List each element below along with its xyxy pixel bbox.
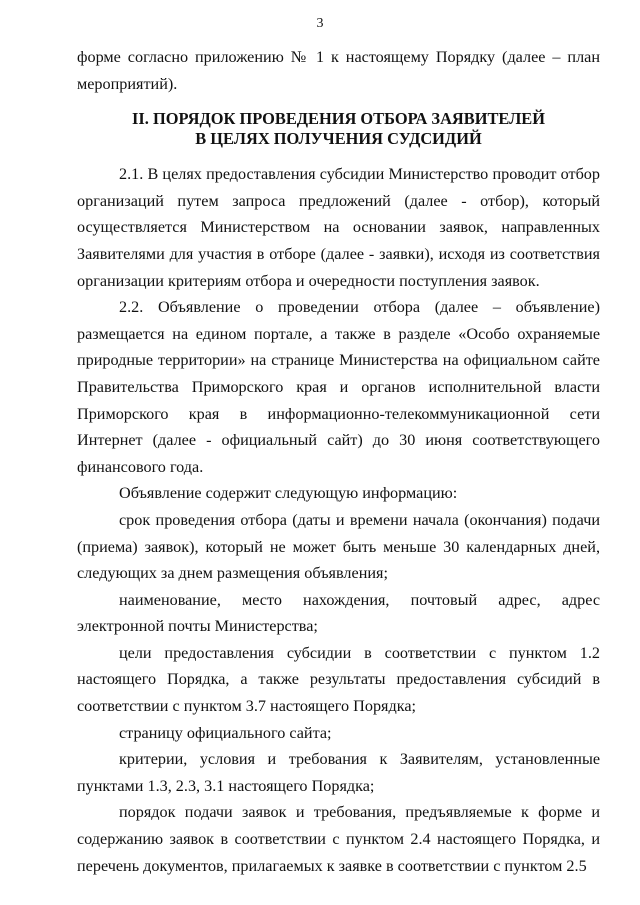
list-item-application-procedure: порядок подачи заявок и требования, предъявляемые к форме и содержанию заявок в соответствии с пунктом 2.4 настоящего Порядка, и перечень документов, прилагаемых к заявке в соответствии с пунктом 2.5 <box>77 803 600 875</box>
list-item-subsidy-goals: цели предоставления субсидии в соответствии с пунктом 1.2 настоящего Порядка, а также результаты предоставления субсидий в соответствии с пунктом 3.7 настоящего Порядка; <box>77 643 600 716</box>
section-heading-line-1: II. ПОРЯДОК ПРОВЕДЕНИЯ ОТБОРА ЗАЯВИТЕЛЕЙ <box>132 109 545 129</box>
paragraph-continuation: форме согласно приложению № 1 к настоящему Порядку (далее – план мероприятий). <box>77 48 600 93</box>
paragraph-2-1: 2.1. В целях предоставления субсидии Министерство проводит отбор организаций путем запроса предложений (далее - отбор), который осуществляется Министерством на основании заявок, направленных Заявителями для участия в отборе (далее - заявки), исходя из соответствия организации критериям отбора и очередности поступления заявок. <box>77 165 600 290</box>
list-item-applicant-criteria: критерии, условия и требования к Заявителям, установленные пунктами 1.3, 2.3, 3.1 настоящего Порядка; <box>77 750 600 795</box>
document-body <box>77 44 600 879</box>
page-number: 3 <box>316 16 324 31</box>
section-heading <box>77 109 600 149</box>
paragraph-2-2: 2.2. Объявление о проведении отбора (далее – объявление) размещается на едином портале, а также в разделе «Особо охраняемые природные территории» на странице Министерства на официальном сайте Правительства Приморского края и органов исполнительной власти Приморского края в информационно-телекоммуникационной сети Интернет (далее - официальный сайт) до 30 июня соответствующего финансового года. <box>77 298 600 476</box>
list-item-website-page: страницу официального сайта; <box>119 723 332 742</box>
list-item-deadline: срок проведения отбора (даты и времени начала (окончания) подачи (приема) заявок), который не может быть меньше 30 календарных дней, следующих за днем размещения объявления; <box>77 510 600 583</box>
paragraph-announcement-intro: Объявление содержит следующую информацию: <box>119 484 458 503</box>
section-heading-line-2: В ЦЕЛЯХ ПОЛУЧЕНИЯ СУДСИДИЙ <box>195 129 482 149</box>
list-item-ministry-address: наименование, место нахождения, почтовый адрес, адрес электронной почты Министерства; <box>77 590 600 636</box>
